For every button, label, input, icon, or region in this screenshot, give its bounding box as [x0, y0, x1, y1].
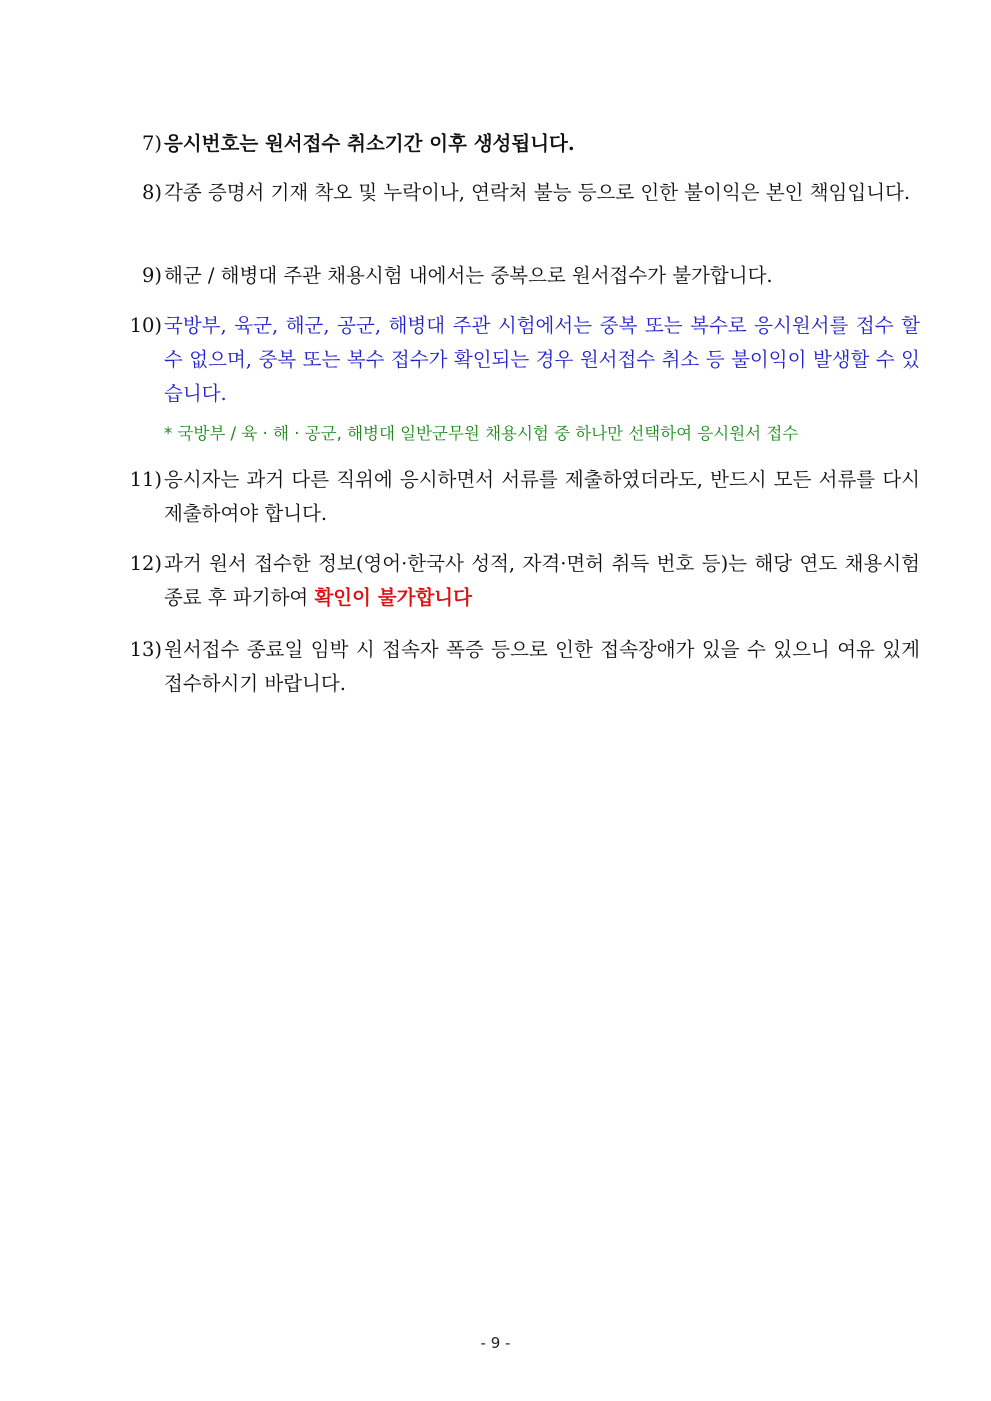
- item-text: 원서접수 종료일 임박 시 접속자 폭증 등으로 인한 접속장애가 있을 수 있으니 여유 있게 접수하시기 바랍니다.: [164, 638, 920, 695]
- item-text: 국방부, 육군, 해군, 공군, 해병대 주관 시험에서는 중복 또는 복수로 응시원서를 접수 할 수 없으며, 중복 또는 복수 접수가 확인되는 경우 원서접수 취소 등 불이익이 발생할 수 있습니다.: [164, 314, 920, 405]
- item-text: 각종 증명서 기재 착오 및 누락이나, 연락처 불능 등으로 인한 불이익은 본인 책임입니다.: [164, 181, 911, 204]
- item-number: 7): [141, 132, 162, 155]
- item-number: 13): [129, 638, 162, 661]
- item-text-main: 과거 원서 접수한 정보(영어·한국사 성적, 자격·면허 취득 번호 등)는 해당 연도 채용시험 종료 후 파기하여: [164, 552, 920, 609]
- list-item-13: [120, 633, 920, 701]
- item-number: 12): [129, 552, 162, 575]
- list-item-8: [120, 176, 920, 210]
- item-text: 응시자는 과거 다른 직위에 응시하면서 서류를 제출하였더라도, 반드시 모든 서류를 다시 제출하여야 합니다.: [164, 468, 920, 525]
- page-number: - 9 -: [480, 1334, 511, 1352]
- list-item-9: [120, 259, 920, 293]
- item-text: 응시번호는 원서접수 취소기간 이후 생성됩니다.: [164, 132, 575, 155]
- list-item-11: [120, 463, 920, 531]
- list-item-10: [120, 309, 920, 411]
- green-note: * 국방부 / 육 · 해 · 공군, 해병대 일반군무원 채용시험 중 하나만 선택하여 응시원서 접수: [164, 424, 799, 443]
- item-number: 11): [129, 468, 162, 491]
- item-number: 10): [129, 314, 162, 337]
- item-number: 8): [141, 181, 162, 204]
- list-item-7: [120, 127, 920, 161]
- list-item-12: [120, 547, 920, 615]
- red-emphasis: 확인이 불가합니다: [314, 586, 472, 609]
- item-text: 해군 / 해병대 주관 채용시험 내에서는 중복으로 원서접수가 불가합니다.: [164, 264, 773, 287]
- item-text: [164, 547, 920, 615]
- item-number: 9): [141, 264, 162, 287]
